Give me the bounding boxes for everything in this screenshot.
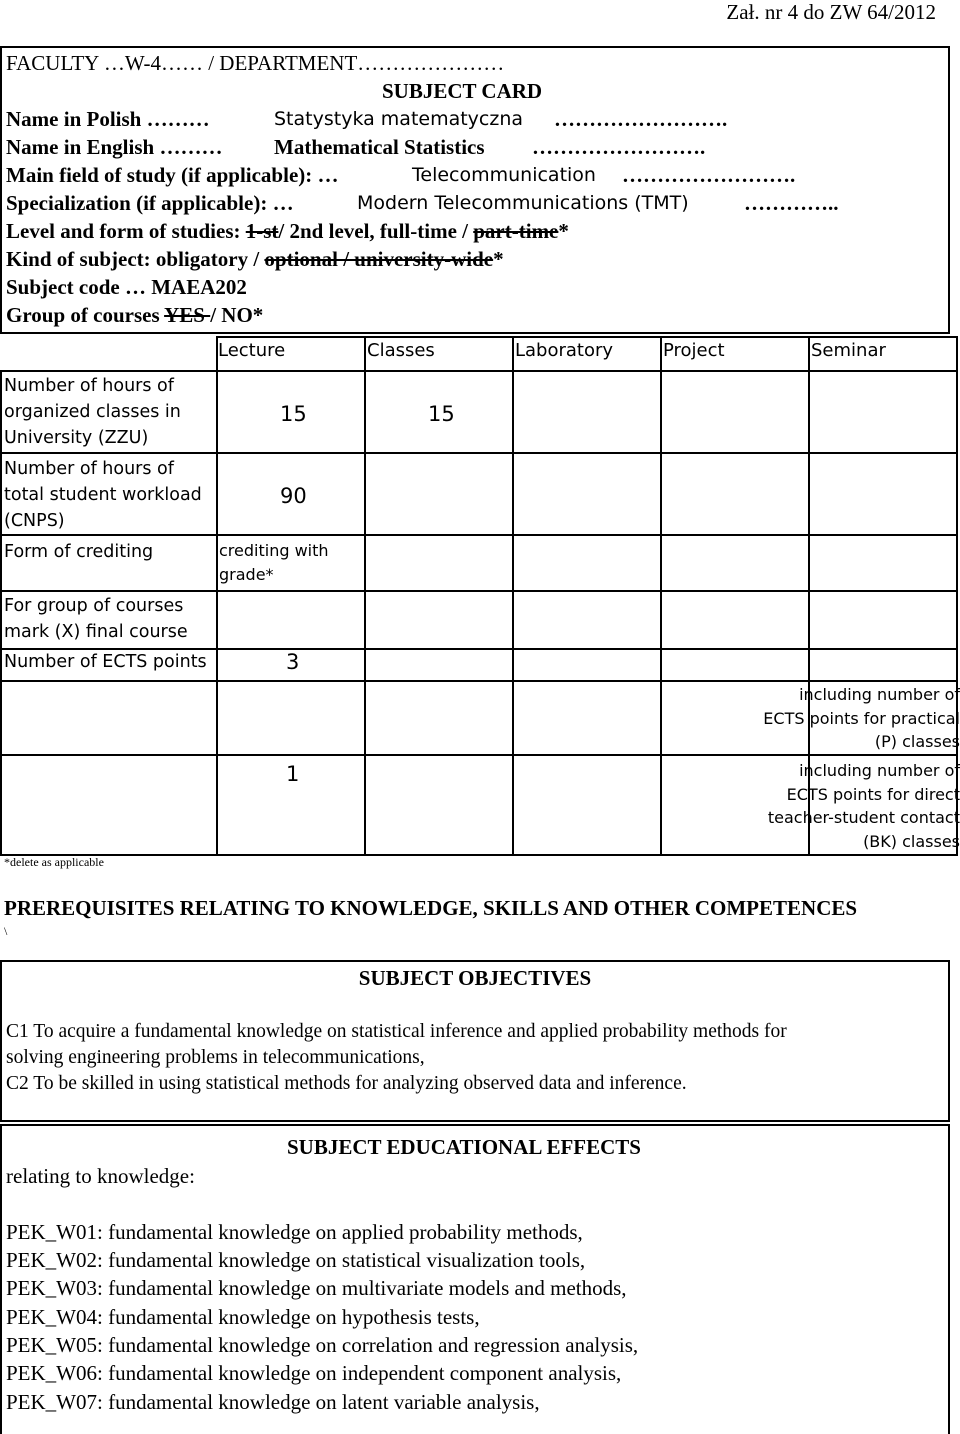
row-label-line: Number of hours of bbox=[4, 459, 174, 479]
specialization-value: Modern Telecommunications (TMT) bbox=[357, 192, 689, 214]
card-title: SUBJECT CARD bbox=[382, 79, 543, 103]
row-label-line: mark (X) final course bbox=[4, 622, 188, 642]
row-label-line: (BK) classes bbox=[863, 831, 960, 851]
row-label-group-final bbox=[4, 593, 188, 645]
crediting-line: grade* bbox=[219, 565, 274, 584]
level-suffix: * bbox=[558, 219, 569, 243]
table-grid-line bbox=[0, 452, 958, 454]
column-header-lecture: Lecture bbox=[218, 340, 286, 361]
annex-reference: Zał. nr 4 do ZW 64/2012 bbox=[726, 0, 936, 24]
effect-item-pek-w03: PEK_W03: fundamental knowledge on multivariate models and methods, bbox=[6, 1276, 627, 1300]
row-label-ects: Number of ECTS points bbox=[4, 652, 207, 672]
table-grid-line bbox=[0, 754, 958, 756]
effect-item-pek-w06: PEK_W06: fundamental knowledge on independent component analysis, bbox=[6, 1361, 622, 1385]
table-grid-line bbox=[660, 336, 662, 856]
level-struck-second: part-time bbox=[473, 219, 559, 243]
effects-relating-label: relating to knowledge: bbox=[6, 1164, 195, 1188]
kind-struck: optional / university-wide bbox=[264, 247, 494, 271]
objective-line: solving engineering problems in telecommunications, bbox=[6, 1047, 425, 1068]
kind-suffix: * bbox=[493, 247, 504, 271]
name-polish-label: Name in Polish ……… bbox=[6, 107, 210, 131]
objective-line: C1 To acquire a fundamental knowledge on statistical inference and applied probability methods for bbox=[6, 1021, 787, 1042]
crediting-line: crediting with bbox=[219, 541, 329, 560]
name-polish-dots: ……………………. bbox=[554, 107, 728, 131]
row-label-practical bbox=[744, 683, 960, 754]
subject-code-line: Subject code … MAEA202 bbox=[6, 275, 247, 299]
specialization-label: Specialization (if applicable): … bbox=[6, 191, 294, 215]
column-header-laboratory: Laboratory bbox=[515, 340, 614, 361]
group-prefix: Group of courses bbox=[6, 303, 165, 327]
prerequisites-mark: \ bbox=[4, 924, 8, 938]
effect-item-pek-w01: PEK_W01: fundamental knowledge on applied probability methods, bbox=[6, 1220, 583, 1244]
effect-item-pek-w02: PEK_W02: fundamental knowledge on statistical visualization tools, bbox=[6, 1248, 586, 1272]
group-suffix: / NO* bbox=[210, 303, 264, 327]
effect-item-pek-w04: PEK_W04: fundamental knowledge on hypothesis tests, bbox=[6, 1305, 480, 1329]
table-grid-line bbox=[0, 370, 2, 856]
row-label-line: ECTS points for practical bbox=[763, 708, 960, 728]
level-prefix: Level and form of studies: bbox=[6, 219, 246, 243]
objective-line: C2 To be skilled in using statistical methods for analyzing observed data and inference. bbox=[6, 1073, 687, 1094]
table-grid-line bbox=[512, 336, 514, 856]
zzu-lecture-value: 15 bbox=[280, 402, 307, 426]
table-grid-line bbox=[216, 336, 218, 856]
level-line bbox=[6, 217, 569, 245]
row-label-line: (CNPS) bbox=[4, 511, 65, 531]
row-label-line: including number of bbox=[799, 761, 960, 780]
objectives-text bbox=[6, 1019, 936, 1097]
name-english-label: Name in English ……… bbox=[6, 135, 223, 159]
group-line bbox=[6, 301, 263, 329]
row-label-line: For group of courses bbox=[4, 596, 184, 616]
table-grid-line bbox=[0, 370, 958, 372]
column-header-seminar: Seminar bbox=[811, 340, 886, 361]
row-label-cnps bbox=[4, 456, 202, 534]
level-mid: / 2nd level, full-time / bbox=[278, 219, 474, 243]
crediting-lecture-value bbox=[219, 539, 329, 587]
objectives-box bbox=[0, 960, 950, 1122]
footnote: *delete as applicable bbox=[4, 855, 104, 869]
level-struck-first: 1-st bbox=[245, 219, 279, 243]
table-grid-line bbox=[0, 534, 958, 536]
table-grid-line bbox=[0, 680, 958, 682]
hours-table bbox=[0, 334, 960, 858]
kind-line bbox=[6, 245, 504, 273]
zzu-classes-value: 15 bbox=[428, 402, 455, 426]
faculty-line: FACULTY …W-4…… / DEPARTMENT………………… bbox=[6, 51, 505, 75]
name-english-value: Mathematical Statistics bbox=[274, 135, 485, 159]
field-label: Main field of study (if applicable): … bbox=[6, 163, 339, 187]
row-label-line: teacher-student contact bbox=[767, 808, 960, 827]
row-label-line: (P) classes bbox=[874, 732, 960, 751]
effect-item-pek-w05: PEK_W05: fundamental knowledge on correlation and regression analysis, bbox=[6, 1333, 639, 1357]
table-grid-line bbox=[0, 854, 958, 856]
effects-title: SUBJECT EDUCATIONAL EFFECTS bbox=[287, 1135, 641, 1159]
name-english-dots: ……………………. bbox=[532, 135, 706, 159]
objectives-title: SUBJECT OBJECTIVES bbox=[358, 966, 592, 990]
ects-lecture-value: 3 bbox=[286, 650, 300, 674]
kind-prefix: Kind of subject: obligatory / bbox=[6, 247, 265, 271]
effects-box bbox=[0, 1124, 950, 1434]
row-label-line: University (ZZU) bbox=[4, 428, 149, 448]
column-header-classes: Classes bbox=[367, 340, 435, 361]
group-struck: YES bbox=[164, 303, 211, 327]
name-polish-value: Statystyka matematyczna bbox=[274, 108, 524, 130]
row-label-crediting: Form of crediting bbox=[4, 542, 154, 562]
subject-header-box bbox=[0, 46, 950, 334]
row-label-line: including number of bbox=[799, 685, 960, 704]
table-grid-line bbox=[364, 336, 366, 856]
column-header-project: Project bbox=[663, 340, 725, 361]
effect-item-pek-w07: PEK_W07: fundamental knowledge on latent variable analysis, bbox=[6, 1390, 540, 1414]
row-label-line: Number of hours of bbox=[4, 376, 174, 396]
field-value: Telecommunication bbox=[412, 164, 596, 186]
row-label-line: organized classes in bbox=[4, 402, 181, 422]
row-label-direct-contact bbox=[744, 759, 960, 853]
row-label-line: ECTS points for direct bbox=[786, 784, 960, 804]
prerequisites-title: PREREQUISITES RELATING TO KNOWLEDGE, SKILLS AND OTHER COMPETENCES bbox=[4, 896, 858, 920]
row-label-line: total student workload bbox=[4, 485, 202, 505]
table-grid-line bbox=[0, 590, 958, 592]
field-dots: ……………………. bbox=[622, 163, 796, 187]
cnps-lecture-value: 90 bbox=[280, 484, 307, 508]
specialization-dots: ………….. bbox=[744, 191, 839, 215]
direct-contact-lecture-value: 1 bbox=[286, 762, 300, 786]
row-label-zzu bbox=[4, 373, 181, 451]
table-grid-line bbox=[216, 336, 958, 338]
